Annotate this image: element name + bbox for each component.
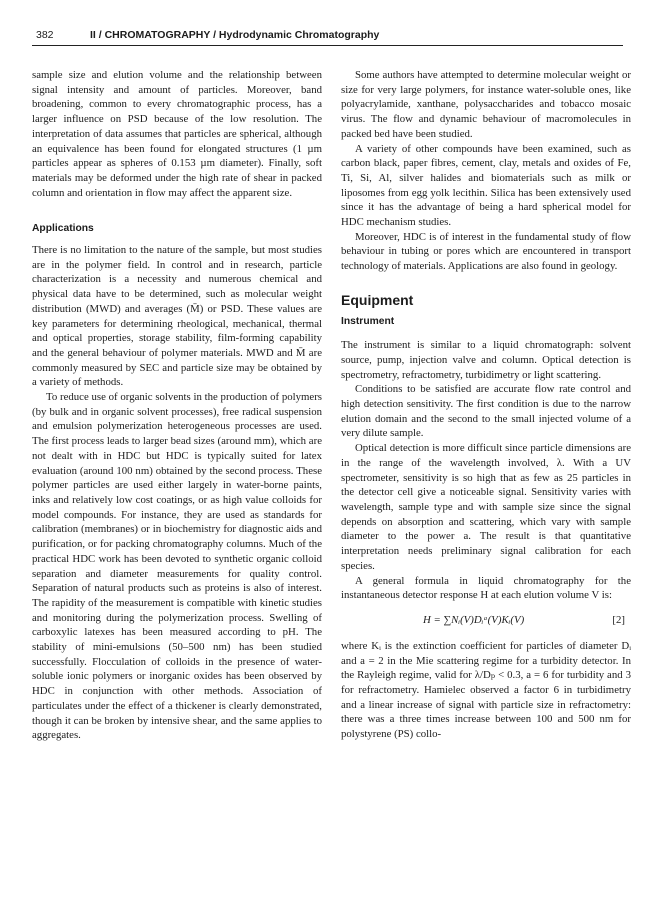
paragraph: A general formula in liquid chromatography for the instantaneous detector response H at each elution volume V is: (341, 574, 631, 602)
running-title: II / CHROMATOGRAPHY / Hydrodynamic Chromatography (90, 29, 380, 41)
paragraph: Optical detection is more difficult since particle dimensions are in the range of the wavelength involved, λ. With a UV spectrometer, sensitivity is so high that as few as 25 particles in the detector cell give a noticeable signal. Sensitivity varies with wavelength, sample type and with sample size since the signal depends on absorption and scattering, which vary with sample diameter to the power a. The result is that quantitative interpretation needs preliminary signal calibration for each species. (341, 442, 631, 572)
subsection-heading-instrument: Instrument (341, 315, 395, 327)
equation-expression: H = ∑Nᵢ(V)Dᵢᵃ(V)Kᵢ(V) (423, 613, 525, 626)
paragraph: Moreover, HDC is of interest in the fundamental study of flow behaviour in tubing or pores which are encountered in transport technology of materials. Applications are also found in geology. (341, 230, 631, 273)
right-column (341, 68, 631, 742)
paragraph: where Kᵢ is the extinction coefficient for particles of diameter Dᵢ and a = 2 in the Mie scattering regime for a turbidity detector. In the Rayleigh regime, valid for λ/Dₚ < 0.3, a = 6 for turbidity and 3 for refractometry. Hamielec observed a factor 6 in turbidimetry and a linear increase of signal with particle size in refractometry: there was a three times increase between 100 and 500 nm for polystyrene (PS) collo- (341, 639, 631, 741)
header-rule (32, 45, 623, 46)
paragraph: A variety of other compounds have been examined, such as carbon black, paper fibres, cement, clay, metals and oxides of Fe, Ti, Si, Al, silver halides and biomaterials such as milk or liposomes from egg yolk lecithin. Silica has been extensively used since it has the advantage of being a hard spherical model for HDC mechanism studies. (341, 142, 631, 229)
section-heading-applications: Applications (32, 223, 94, 235)
equation-2 (341, 611, 631, 631)
equation-number: [2] (612, 613, 625, 626)
paragraph: Conditions to be satisfied are accurate flow rate control and high detection sensitivity. The first condition is due to the narrow elution domain and the second to the small injected volume of a very dilute sample. (341, 383, 631, 440)
page-header (32, 28, 622, 44)
page-number: 382 (36, 29, 54, 41)
paragraph: There is no limitation to the nature of the sample, but most studies are in the polymer field. In control and in research, particle characterization is a necessity and numerous chemical and physical data have to be determined, such as molecular weight distribution (MWD) and averages (M̄) or PSD. These values are key parameters for determining rheological, mechanical, thermal and optical properties, storage stability, film-forming capability and the general behaviour of polymer materials. MWD and M̄ are commonly measured by SEC and particle size may be obtained by a variety of methods. (32, 244, 322, 389)
paragraph: The instrument is similar to a liquid chromatograph: solvent source, pump, injection valve and column. Optical detection is spectrometry, refractometry, turbidimetry or light scattering. (341, 339, 631, 381)
paragraph: sample size and elution volume and the relationship between signal intensity and amount of particles. Moreover, band broadening, common to every chromatographic process, has a larger influence on PSD because of the low resolution. The interpretation of data assumes that particles are spherical, although an equivalence has been found for elongated structures (1 µm particles appear as spheres of 0.153 µm diameter). Finally, soft materials may be deformed under the high rate of shear in packed column and orientation in flow may affect the apparent size. (32, 69, 322, 199)
left-column (32, 68, 322, 743)
section-heading-equipment: Equipment (341, 291, 414, 308)
paragraph: Some authors have attempted to determine molecular weight or size for very large polymers, for instance water-soluble ones, like polyacrylamide, xanthane, polysaccharides and tobacco mosaic virus. The flow and dynamic behaviour of macromolecules in packed bed have been studied. (341, 69, 631, 140)
paragraph: To reduce use of organic solvents in the production of polymers (by bulk and in organic solvent processes), free radical suspension and emulsion polymerization heterogeneous processes are used. The first process leads to larger bead sizes (around mm), which are not dealt with in HDC but HDC is typically suited for latex evaluation (around 100 nm) obtained by the second process. These polymer particles are used either largely in water-borne paints, inks and relatively low cost coatings, or as high value colloids for model compounds. For instance, they are used as standards for calibration (membranes) or in biochemistry for diagnostic aids and purification, or for packing chromatography columns. Much of the practical HDC work has been devoted to synthetic organic colloid separation and diameter measurements for quality control. Separation of natural products such as proteins is also of interest. The rapidity of the measurement is compatible with kinetic studies and monitoring during the polymerization process. Swelling of carboxylic latexes has been measured according to pH. The stability of mini-emulsions (50–500 nm) has been studied successfully. Flocculation of colloids in the presence of water-soluble ionic polymers or inorganic oxides has been observed by HDC in conjunction with other methods. Association of particulates under the effect of a thickener is clearly demonstrated, though it can be broken by intensive shear, and the same applies to aggregates. (32, 391, 322, 742)
